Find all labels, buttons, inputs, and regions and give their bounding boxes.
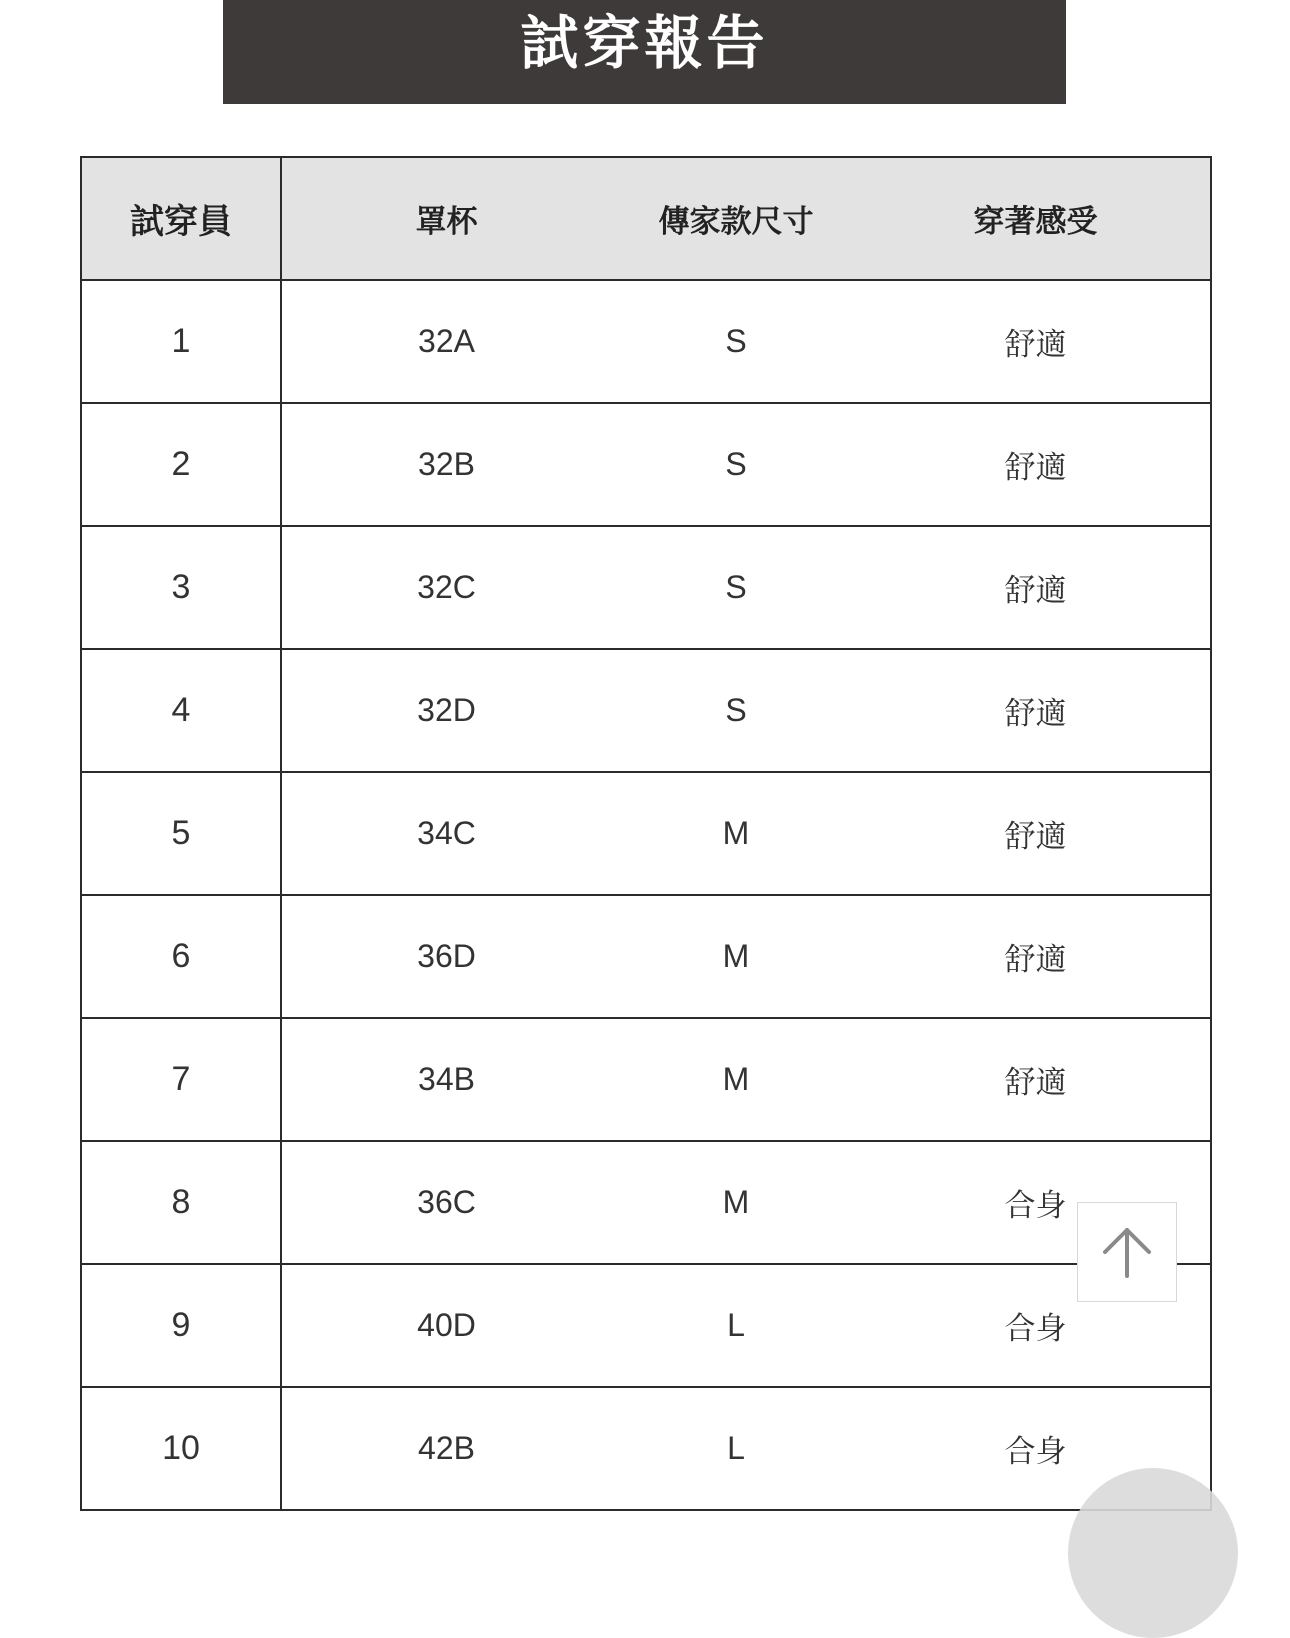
cell-cup: 34C bbox=[281, 772, 611, 895]
fitting-report-table bbox=[80, 156, 1212, 1511]
cell-cup: 32A bbox=[281, 280, 611, 403]
cell-size: S bbox=[611, 403, 861, 526]
cell-tester: 10 bbox=[81, 1387, 281, 1510]
cell-cup: 40D bbox=[281, 1264, 611, 1387]
cell-size: S bbox=[611, 526, 861, 649]
table-row bbox=[81, 280, 1211, 403]
cell-feel: 舒適 bbox=[861, 280, 1211, 403]
cell-feel: 舒適 bbox=[861, 403, 1211, 526]
cell-tester: 3 bbox=[81, 526, 281, 649]
cell-size: M bbox=[611, 1141, 861, 1264]
cell-feel: 舒適 bbox=[861, 895, 1211, 1018]
cell-feel: 舒適 bbox=[861, 1018, 1211, 1141]
table-row bbox=[81, 895, 1211, 1018]
table-row bbox=[81, 403, 1211, 526]
table-row bbox=[81, 1387, 1211, 1510]
cell-tester: 8 bbox=[81, 1141, 281, 1264]
cell-feel: 合身 bbox=[861, 1141, 1211, 1264]
table-header-row bbox=[81, 157, 1211, 280]
cell-cup: 32D bbox=[281, 649, 611, 772]
cell-cup: 34B bbox=[281, 1018, 611, 1141]
table-row bbox=[81, 1018, 1211, 1141]
cell-feel: 舒適 bbox=[861, 526, 1211, 649]
header-tester: 試穿員 bbox=[81, 157, 281, 280]
cell-cup: 36C bbox=[281, 1141, 611, 1264]
floating-action-shadow bbox=[1068, 1468, 1238, 1638]
cell-tester: 4 bbox=[81, 649, 281, 772]
table-row bbox=[81, 1141, 1211, 1264]
table-row bbox=[81, 526, 1211, 649]
cell-size: L bbox=[611, 1264, 861, 1387]
header-feel: 穿著感受 bbox=[861, 157, 1211, 280]
cell-cup: 36D bbox=[281, 895, 611, 1018]
cell-tester: 9 bbox=[81, 1264, 281, 1387]
header-size: 傳家款尺寸 bbox=[611, 157, 861, 280]
cell-feel: 合身 bbox=[861, 1264, 1211, 1387]
cell-cup: 32B bbox=[281, 403, 611, 526]
cell-tester: 5 bbox=[81, 772, 281, 895]
page-title: 試穿報告 bbox=[520, 9, 769, 77]
table-row bbox=[81, 649, 1211, 772]
table-row bbox=[81, 1264, 1211, 1387]
cell-size: M bbox=[611, 895, 861, 1018]
table-row bbox=[81, 772, 1211, 895]
cell-size: M bbox=[611, 1018, 861, 1141]
cell-cup: 42B bbox=[281, 1387, 611, 1510]
cell-cup: 32C bbox=[281, 526, 611, 649]
cell-feel: 舒適 bbox=[861, 772, 1211, 895]
cell-feel: 合身 bbox=[861, 1387, 1211, 1510]
cell-size: S bbox=[611, 649, 861, 772]
back-to-top-button[interactable] bbox=[1077, 1202, 1177, 1302]
arrow-up-icon bbox=[1099, 1224, 1155, 1280]
cell-tester: 2 bbox=[81, 403, 281, 526]
cell-tester: 6 bbox=[81, 895, 281, 1018]
title-banner bbox=[223, 0, 1066, 104]
cell-size: M bbox=[611, 772, 861, 895]
cell-size: L bbox=[611, 1387, 861, 1510]
cell-feel: 舒適 bbox=[861, 649, 1211, 772]
cell-size: S bbox=[611, 280, 861, 403]
header-cup: 罩杯 bbox=[281, 157, 611, 280]
cell-tester: 1 bbox=[81, 280, 281, 403]
cell-tester: 7 bbox=[81, 1018, 281, 1141]
